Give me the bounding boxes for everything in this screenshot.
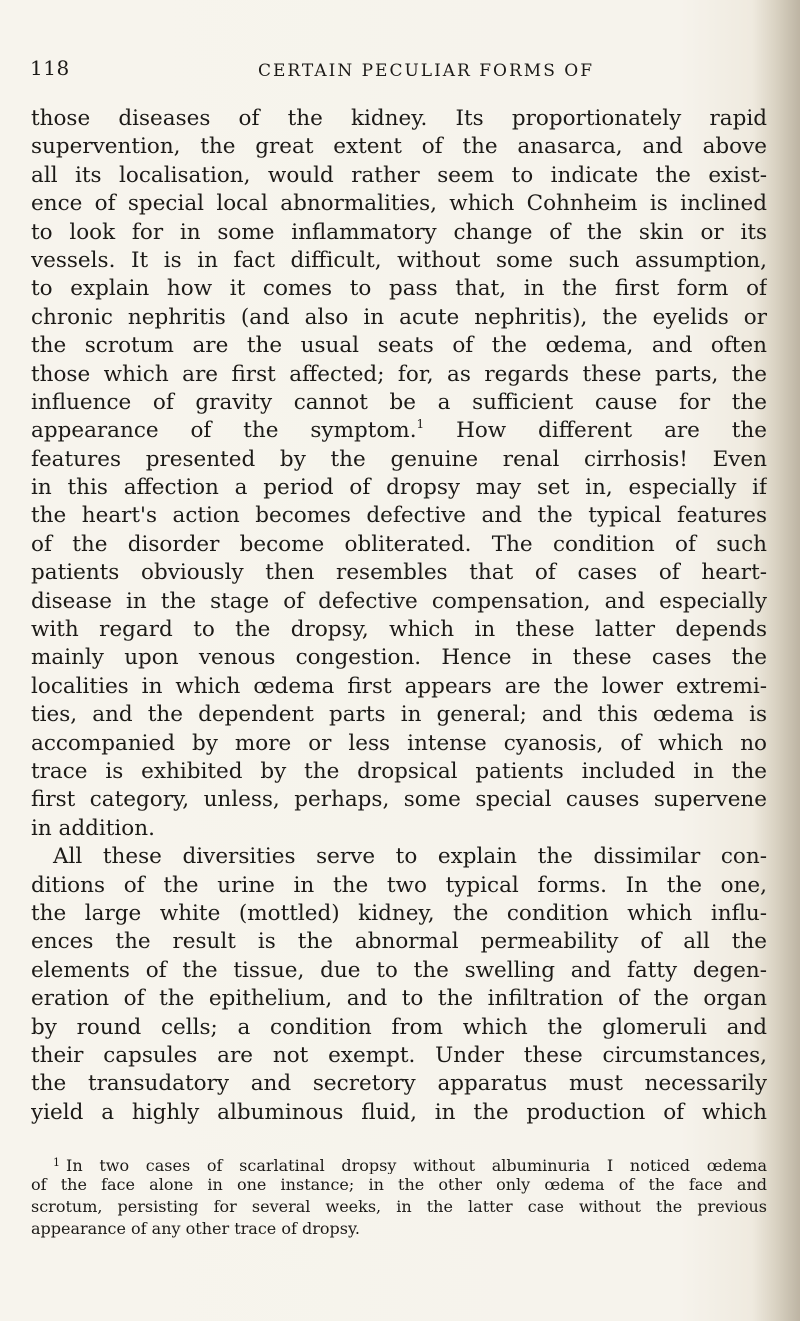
text-line: ties, and the dependent parts in general; and this œdema is (31, 702, 767, 728)
text-line: ences the result is the abnormal permeability of all the (31, 929, 767, 955)
text-line-with-footnote-ref (31, 417, 767, 445)
text-line: All these diversities serve to explain the dissimilar con- (53, 844, 767, 870)
text-line: mainly upon venous congestion. Hence in these cases the (31, 645, 767, 671)
footnote (31, 1152, 767, 1240)
footnote-reference: 1 (416, 417, 425, 432)
text-line: trace is exhibited by the dropsical patients included in the (31, 758, 767, 784)
text-line: the heart's action becomes defective and the typical features (31, 503, 767, 529)
text-line: in this affection a period of dropsy may set in, especially if (31, 475, 767, 501)
text-line: in addition. (31, 815, 155, 841)
text-line: to explain how it comes to pass that, in the first form of (31, 276, 767, 302)
text-line: the transudatory and secretory apparatus must necessarily (31, 1071, 767, 1097)
text-line: to look for in some inflammatory change of the skin or its (31, 219, 767, 245)
text-line: accompanied by more or less intense cyanosis, of which no (31, 730, 767, 756)
text-line: their capsules are not exempt. Under these circumstances, (31, 1042, 767, 1068)
running-head: CERTAIN PECULIAR FORMS OF (258, 61, 594, 81)
footnote-line: of the face alone in one instance; in the other only œdema of the face and (31, 1175, 767, 1194)
text-line: disease in the stage of defective compensation, and especially (31, 588, 767, 614)
text-line-segment: appearance of the symptom. (31, 418, 417, 444)
footnote-text: In two cases of scarlatinal dropsy without albuminuria I noticed œdema (66, 1156, 767, 1174)
text-line: ditions of the urine in the two typical forms. In the one, (31, 872, 767, 898)
footnote-line: appearance of any other trace of dropsy. (31, 1219, 360, 1238)
text-line: the large white (mottled) kidney, the condition which influ- (31, 900, 767, 926)
text-line: elements of the tissue, due to the swelling and fatty degen- (31, 957, 767, 983)
text-line: vessels. It is in fact difficult, without some such assumption, (31, 247, 767, 273)
text-line: those which are first affected; for, as regards these parts, the (31, 361, 767, 387)
footnote-marker: 1 (53, 1156, 60, 1169)
text-line: localities in which œdema first appears are the lower extremi- (31, 673, 767, 699)
text-line-segment: How different are the (424, 418, 767, 444)
text-line: with regard to the dropsy, which in these latter depends (31, 617, 767, 643)
text-line: the scrotum are the usual seats of the œdema, and often (31, 333, 767, 359)
text-line: yield a highly albuminous fluid, in the production of which (31, 1099, 767, 1125)
text-line: supervention, the great extent of the anasarca, and above (31, 134, 767, 160)
body-text (31, 105, 767, 1127)
page-number: 118 (30, 56, 70, 80)
text-line: eration of the epithelium, and to the infiltration of the organ (31, 986, 767, 1012)
text-line: patients obviously then resembles that of cases of heart- (31, 560, 767, 586)
text-line: influence of gravity cannot be a sufficient cause for the (31, 389, 767, 415)
text-line: ence of special local abnormalities, which Cohnheim is inclined (31, 191, 767, 217)
footnote-line (31, 1152, 767, 1174)
text-line: all its localisation, would rather seem to indicate the exist- (31, 162, 767, 188)
text-line: by round cells; a condition from which the glomeruli and (31, 1014, 767, 1040)
footnote-line: scrotum, persisting for several weeks, in the latter case without the previous (31, 1197, 767, 1216)
text-line: of the disorder become obliterated. The condition of such (31, 531, 767, 557)
text-line: first category, unless, perhaps, some special causes supervene (31, 787, 767, 813)
text-line: features presented by the genuine renal cirrhosis! Even (31, 446, 767, 472)
text-line: those diseases of the kidney. Its proportionately rapid (31, 106, 767, 131)
text-line: chronic nephritis (and also in acute nephritis), the eyelids or (31, 304, 767, 330)
